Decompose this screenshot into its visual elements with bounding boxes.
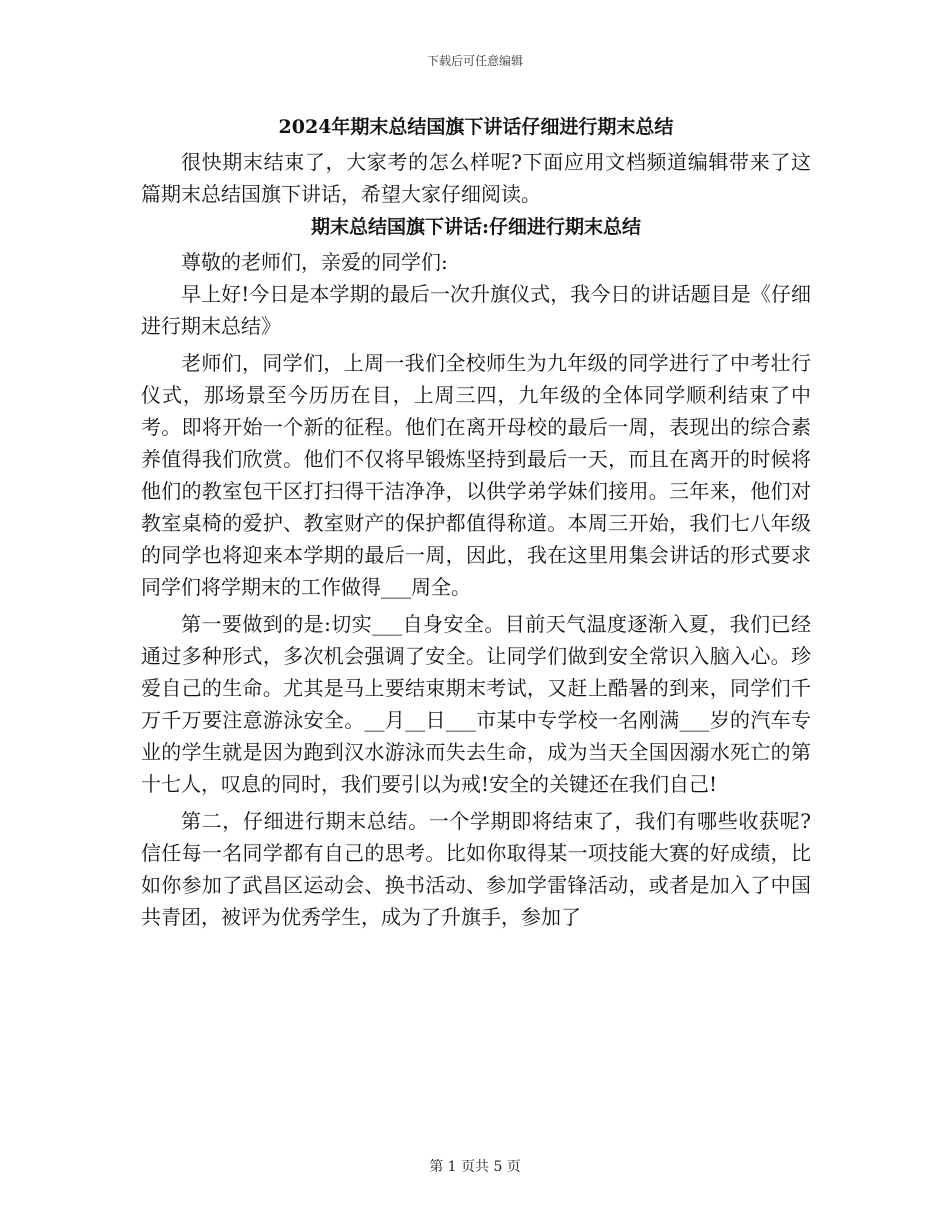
salutation-paragraph: 尊敬的老师们，亲爱的同学们:	[181, 250, 448, 274]
intro-paragraph: 很快期末结束了，大家考的怎么样呢?下面应用文档频道编辑带来了这篇期末总结国旗下讲话，希望大家仔细阅读。	[141, 150, 811, 206]
document-body	[141, 112, 811, 933]
speech-subtitle: 期末总结国旗下讲话:仔细进行期末总结	[310, 216, 641, 238]
safety-paragraph: 第一要做到的是:切实___自身安全。目前天气温度逐渐入夏，我们已经通过多种形式，多次机会强调了安全。让同学们做到安全常识入脑入心。珍爱自己的生命。尤其是马上要结束期末考试，又赶上酷暑的到来，同学们千万千万要注意游泳安全。__月__日___市某中专学校一名刚满___岁的汽车专业的学生就是因为跑到汉水游泳而失去生命，成为当天全国因溺水死亡的第十七人，叹息的同时，我们要引以为戒!安全的关键还在我们自己!	[141, 612, 811, 796]
page-number-footer: 第 1 页共 5 页	[429, 1159, 521, 1175]
greeting-paragraph: 早上好!今日是本学期的最后一次升旗仪式，我今日的讲话题目是《仔细进行期末总结》	[141, 282, 811, 338]
document-title: 2024年期末总结国旗下讲话仔细进行期末总结	[278, 116, 674, 138]
page-header-note: 下载后可任意编辑	[426, 54, 523, 68]
summary-paragraph: 第二，仔细进行期末总结。一个学期即将结束了，我们有哪些收获呢?信任每一名同学都有自己的思考。比如你取得某一项技能大赛的好成绩，比如你参加了武昌区运动会、换书活动、参加学雷锋活动，或者是加入了中国共青团，被评为优秀学生，成为了升旗手，参加了	[141, 809, 811, 929]
body-paragraph: 老师们，同学们，上周一我们全校师生为九年级的同学进行了中考壮行仪式，那场景至今历历在目，上周三四，九年级的全体同学顺利结束了中考。即将开始一个新的征程。他们在离开母校的最后一周，表现出的综合素养值得我们欣赏。他们不仅将早锻炼坚持到最后一天，而且在离开的时候将他们的教室包干区打扫得干洁净净，以供学弟学妹们接用。三年来，他们对教室桌椅的爱护、教室财产的保护都值得称道。本周三开始，我们七八年级的同学也将迎来本学期的最后一周，因此，我在这里用集会讲话的形式要求同学们将学期末的工作做得___周全。	[141, 351, 811, 599]
